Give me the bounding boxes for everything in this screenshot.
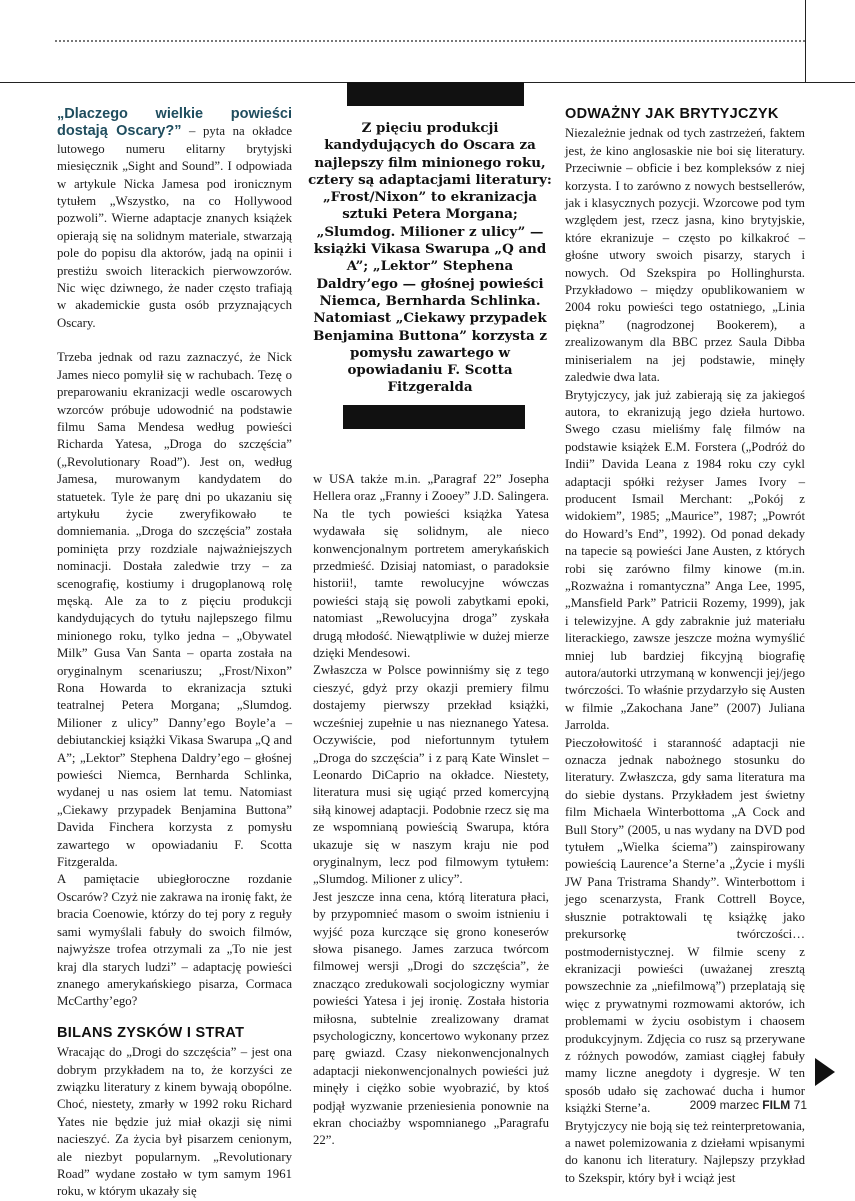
pullquote-top-bar	[347, 82, 524, 106]
col3-paragraph-1: Niezależnie jednak od tych zastrzeżeń, faktem jest, że kino anglosaskie nie boi się literatury. Przeciwnie – obficie i bez kompleksów z niej korzysta. I to zarówno z nowych bestsellerów, jak i klasycznych pozycji. Wzorcowe pod tym względem jest, rzecz jasna, kino brytyjskie, które ekranizuje – często po kilkakroć – głośne utwory swoich pisarzy, starych i nowych. Od Szekspira po Hollinghursta. Przykładowo – między opublikowaniem w 2004 roku powieści tego ostatniego, „Linia piękna” (nagrodzonej Bookerem), a zrealizowanym dla BBC przez Saula Dibba miniserialem na jej podstawie, minęły zaledwie dwa lata.	[565, 126, 805, 385]
col3-paragraph-3: Pieczołowitość i staranność adaptacji nie oznacza jednak nabożnego stosunku do literatury. Zwłaszcza, gdy sama literatura ma do siebie dystans. Przykładem jest świetny film Michaela Winterbottoma „A Cock and Bull Story” (2005, u nas wydany na DVD pod tytułem „Wielka ściema”) zainspirowany powieścią Laurence’a Sterne’a „Życie i myśli JW Pana Tristrama Shandy”. Winterbottom i jego scenarzysta, Frank Cottrell Boyce, słusznie potraktowali tę książkę jako prekursorkę twórczości… postmodernistycznej. W filmie sceny z ekranizacji powieści (uważanej zresztą powszechnie za „niefilmową”) przeplatają się więc z prywatnymi rozmowami aktorów, ich problemami w życiu osobistym i chaosem produkcyjnym. Zdjęcia co rusz są przerywane z różnych powodów, zamiast ciągłej fabuły mamy liczne anegdoty i dygresje. W ten sposób udało się zachować ducha i humor książki Sterne’a.	[565, 735, 805, 1116]
col1-paragraph-3: A pamiętacie ubiegłoroczne rozdanie Oscarów? Czyż nie zakrawa na ironię fakt, że bracia Coenowie, którzy do tej pory z reguły sami wymyślali fabuły do swoich filmów, najwyższe trofea otrzymali za „To nie jest kraj dla starych ludzi” – adaptację powieści znanego amerykańskiego pisarza, Cormaca McCarthy’ego?	[57, 872, 292, 1009]
column-2	[313, 471, 549, 1150]
col1-paragraph-2: Trzeba jednak od razu zaznaczyć, że Nick James nieco pomylił się w rachubach. Tezę o preparowaniu ekranizacji wedle oscarowych wzorców próbuje udowodnić na podstawie filmu Sama Mendesa według powieści Richarda Yatesa, „Droga do szczęścia” („Revolutionary Road”). Jest on, według Jamesa, murowanym kandydatem do statuetek. Tyle że parę dni po ukazaniu się artykułu życie zweryfikowało te domniemania. „Droga do szczęścia” została pominięta przy rozdziale najważniejszych nominacji. Dostała zaledwie trzy – za scenografię, kostiumy i drugoplanową rolę męską. Ale za to z pięciu produkcji kandydujących do tytułu najlepszego filmu minionego roku, tylko jedna – „Obywatel Milk” Gusa Van Santa – oparta została na oryginalnym scenariuszu; „Frost/Nixon” Rona Howarda to ekranizacja sztuki teatralnej Petera Morgana; „Slumdog. Milioner z ulicy” Danny’ego Boyle’a – debiutanckiej książki Vikasa Swarupa „Q and A”; „Lektor” Stephena Daldry’ego – głośnej powieści Niemca, Bernharda Schlinka, wydanej u nas osiem lat temu. Natomiast „Ciekawy przypadek Benjamina Buttona” Davida Finchera korzysta z pomysłu zawartego w opowiadaniu F. Scotta Fitzgeralda.	[57, 350, 292, 870]
section-heading-bilans: BILANS ZYSKÓW I STRAT	[57, 1024, 245, 1041]
top-vertical-rule	[805, 0, 806, 82]
col2-paragraph-2: Zwłaszcza w Polsce powinniśmy się z tego cieszyć, gdyż przy okazji premiery filmu dostajemy pierwszy przekład książki, wcześniej zupełnie u nas nieznanego Yatesa. Oczywiście, pod niefortunnym tytułem „Droga do szczęścia” i z parą Kate Winslet – Leonardo DiCaprio na okładce. Niestety, literatura musi się ugiąć przed komercyjną siłą kinowej adaptacji. Podobnie rzecz się ma ze wspomnianą powieścią Swarupa, która ukazuje się w naszym kraju nie pod oryginalnym, lecz pod filmowym tytułem: „Slumdog. Milioner z ulicy”.	[313, 663, 549, 887]
footer-page-number: 71	[793, 1098, 807, 1112]
section-heading-odwazny: ODWAŻNY JAK BRYTYJCZYK	[565, 106, 779, 122]
col3-paragraph-4: Brytyjczycy nie boją się też reinterpretowania, a nawet polemizowania z dziełami wpisanymi do kanonu ich literatury. Najlepszy przykład to Szekspir, który był i wciąż jest	[565, 1118, 805, 1185]
col2-paragraph-1: w USA także m.in. „Paragraf 22” Josepha Hellera oraz „Franny i Zooey” J.D. Salingera. Na tle tych powieści książka Yatesa wydawała się solidnym, ale nieco konwencjonalnym portretem amerykańskich przedmieść. Dzisiaj natomiast, o paradoksie historii!, tamte rewolucyjne wówczas powieści stają się powoli zabytkami epoki, natomiast „Rewolucyjna droga” zyskała drugą młodość. Niewątpliwie w dużej mierze dzięki Mendesowi.	[313, 472, 549, 661]
column-3	[565, 106, 805, 1187]
page-footer	[690, 1098, 807, 1112]
col2-paragraph-3: Jest jeszcze inna cena, którą literatura płaci, by przypomnieć masom o swoim istnieniu i wyjść poza kurczące się grono koneserów słowa pisanego. James zarzuca twórcom filmowej wersji „Drogi do szczęścia”, że znacząco zredukowali socjologiczny wymiar powieści Yatesa i jej ironię. Została historia miłosna, subtelnie zrealizowany dramat psychologiczny, koncertowo wykonany przez parę gwiazd. Czasy niekonwencjonalnych adaptacji niekonwencjonalnych powieści już minęły i ciężko sobie wyobrazić, by ktoś podjął wyzwanie przeniesienia ponownie na ekran chociażby wspomnianego „Paragrafu 22”.	[313, 889, 549, 1148]
footer-date: 2009 marzec	[689, 1098, 759, 1112]
lead-question: „Dlaczego wielkie powieści dostają Oscary?”	[57, 106, 292, 140]
col1-paragraph-4: Wracając do „Drogi do szczęścia” – jest ona dobrym przykładem na to, że korzyści ze związku literatury z kinem bywają obopólne. Choć, niestety, zmarły w 1992 roku Richard Yates nie będzie już miał okazji się nimi nacieszyć. Za życia był pisarzem cenionym, ale niezbyt popularnym. „Revolutionary Road” wydane zostało w tym samym 1961 roku, w którym ukazały się	[57, 1045, 292, 1199]
col1-paragraph-1: „Dlaczego wielkie powieści dostają Oscary?” – pyta na okładce lutowego numeru elitarny brytyjski miesięcznik „Sight and Sound”. I odpowiada w artykule Nicka Jamesa pod ironicznym tytułem „Wszystko, na co Hollywood pozwoli”. Wierne adaptacje znanych książek opierają się na solidnym materiale, stwarzają pole do popisu dla aktorów, jadą na opinii i prestiżu swoich literackich pierwowzorów. Nic więc dziwnego, że nader często trafiają w akademickie gusta osób przyznających Oscary.	[57, 106, 292, 330]
pullquote-bottom-bar	[343, 405, 525, 429]
col3-paragraph-2: Brytyjczycy, jak już zabierają się za jakiegoś autora, to ekranizują jego dzieła hurtowo. Swego czasu mieliśmy falę filmów na podstawie książek E.M. Forstera („Podróż do Indii” Davida Leana z 1984 roku czy cykl adaptacji spółki reżyser James Ivory – producent Ismail Merchant: „Pokój z widokiem”, 1985; „Maurice”, 1987; „Powrót do Howard’s End”, 1992). Od ponad dekady na tapecie są powieści Jane Austen, z których robi się zarówno filmy kinowe (m.in. „Rozważna i romantyczna” Anga Lee, 1995, „Mansfield Park” Patricii Rozemy, 1999), jak i telewizyjne. A gdy zabraknie już materiału literackiego, zawsze jeszcze można wymyślić mniej lub bardziej fikcyjną biografię autora/autorki utrzymaną w konwencji jej/jego twórczości. To właśnie przydarzyło się Austen w filmie „Zakochana Jane” (2007) Juliana Jarrolda.	[565, 387, 805, 733]
top-dotted-rule	[55, 40, 805, 42]
pullquote: Z pięciu produkcji kandydujących do Oscara za najlepszy film minionego roku, cztery są adaptacjami literatury: „Frost/Nixon” to ekranizacja sztuki Petera Morgana; „Slumdog. Milioner z ulicy” — książki Vikasa Swarupa „Q and A”; „Lektor” Stephena Daldry’ego — głośnej powieści Niemca, Bernharda Schlinka. Natomiast „Ciekawy przypadek Benjamina Buttona” korzysta z pomysłu zawartego w opowiadaniu F. Scotta Fitzgeralda	[308, 120, 552, 396]
footer-magazine: FILM	[762, 1098, 791, 1112]
column-1	[57, 106, 292, 1201]
continue-arrow-icon	[815, 1058, 835, 1086]
